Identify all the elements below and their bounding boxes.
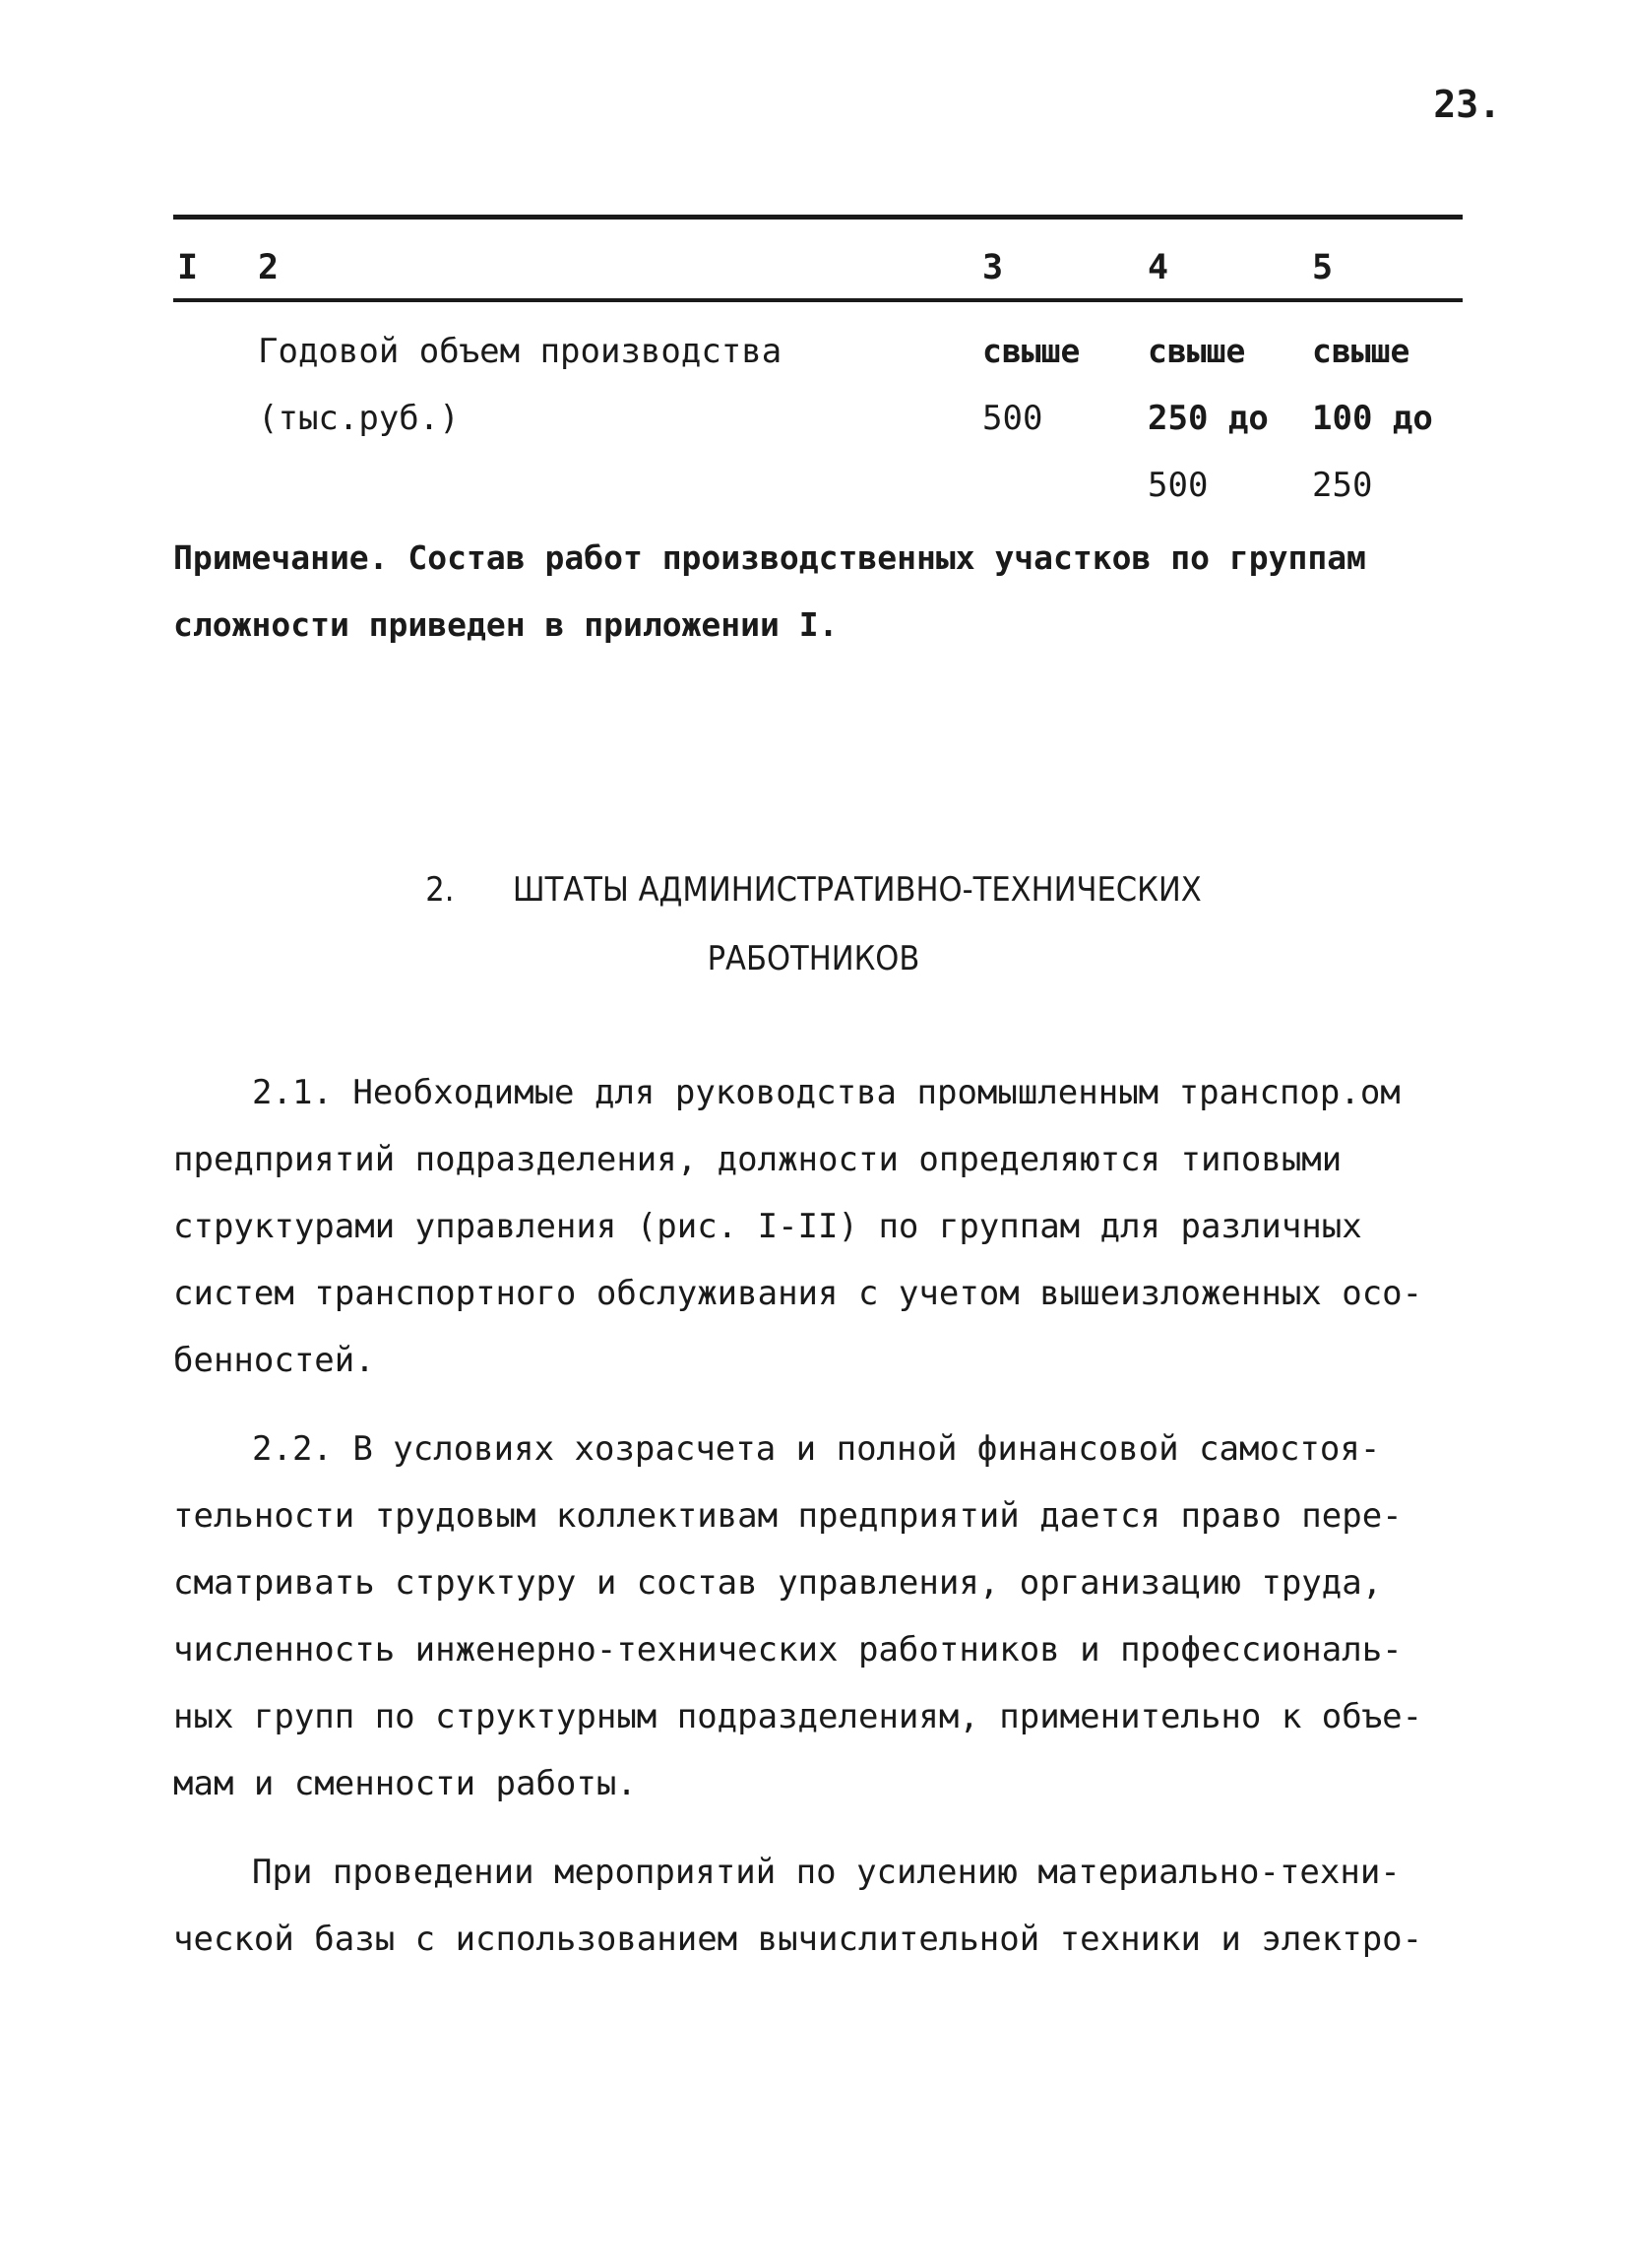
paragraph-2-2-line5: ных групп по структурным подразделениям, применительно к объе- (173, 1697, 1423, 1736)
table-cell-col5-line3: 250 (1312, 466, 1373, 505)
table-cell-col3-line1: свыше (982, 332, 1081, 370)
paragraph-3-line2: ческой базы с использованием вычислительной техники и электро- (173, 1920, 1423, 1959)
section-heading-line1 (0, 870, 1627, 910)
paragraph-2-2-line6: мам и сменности работы. (173, 1764, 637, 1803)
section-number: 2. (425, 870, 455, 910)
paragraph-2-2-line1: 2.2. В условиях хозрасчета и полной финансовой самостоя- (252, 1429, 1381, 1469)
paragraph-2-2-line2: тельности трудовым коллективам предприятий дается право пере- (173, 1496, 1403, 1536)
paragraph-2-1-line2: предприятий подразделения, должности определяются типовыми (173, 1140, 1343, 1179)
table-header-col1: I (177, 248, 199, 287)
paragraph-3-line1: При проведении мероприятий по усилению материально-техни- (252, 1853, 1401, 1892)
table-cell-col3-line2: 500 (982, 399, 1043, 438)
table-header-col3: 3 (982, 248, 1004, 287)
table-cell-col5-line1: свыше (1312, 332, 1410, 370)
paragraph-2-1-line4: систем транспортного обслуживания с учетом вышеизложенных осо- (173, 1274, 1423, 1313)
table-cell-col4-line3: 500 (1148, 466, 1209, 505)
paragraph-2-1-line5: бенностей. (173, 1341, 375, 1380)
table-header-col5: 5 (1312, 248, 1334, 287)
table-row-label-line2: (тыс.руб.) (258, 399, 460, 438)
section-title-line2: РАБОТНИКОВ (707, 939, 920, 978)
table-header-rule (173, 298, 1463, 302)
table-header-col2: 2 (258, 248, 280, 287)
table-cell-col4-line1: свыше (1148, 332, 1246, 370)
section-title-line1: ШТАТЫ АДМИНИСТРАТИВНО-ТЕХНИЧЕСКИХ (512, 870, 1202, 910)
paragraph-2-2-line4: численность инженерно-технических работников и профессиональ- (173, 1630, 1403, 1670)
paragraph-2-1-line1: 2.1. Необходимые для руководства промышленным транспор.ом (252, 1073, 1401, 1112)
table-cell-col5-line2: 100 до (1312, 399, 1433, 438)
page-number: 23. (1433, 83, 1501, 126)
table-header-col4: 4 (1148, 248, 1169, 287)
note-line1: Примечание. Состав работ производственных участков по группам (173, 538, 1366, 577)
paragraph-2-2-line3: сматривать структуру и состав управления, организацию труда, (173, 1563, 1383, 1603)
table-row-label-line1: Годовой объем производства (258, 332, 782, 371)
table-cell-col4-line2: 250 до (1148, 399, 1269, 438)
paragraph-2-1-line3: структурами управления (рис. I-II) по группам для различных (173, 1207, 1362, 1246)
table-top-rule (173, 215, 1463, 220)
note-line2: сложности приведен в приложении I. (173, 605, 839, 644)
